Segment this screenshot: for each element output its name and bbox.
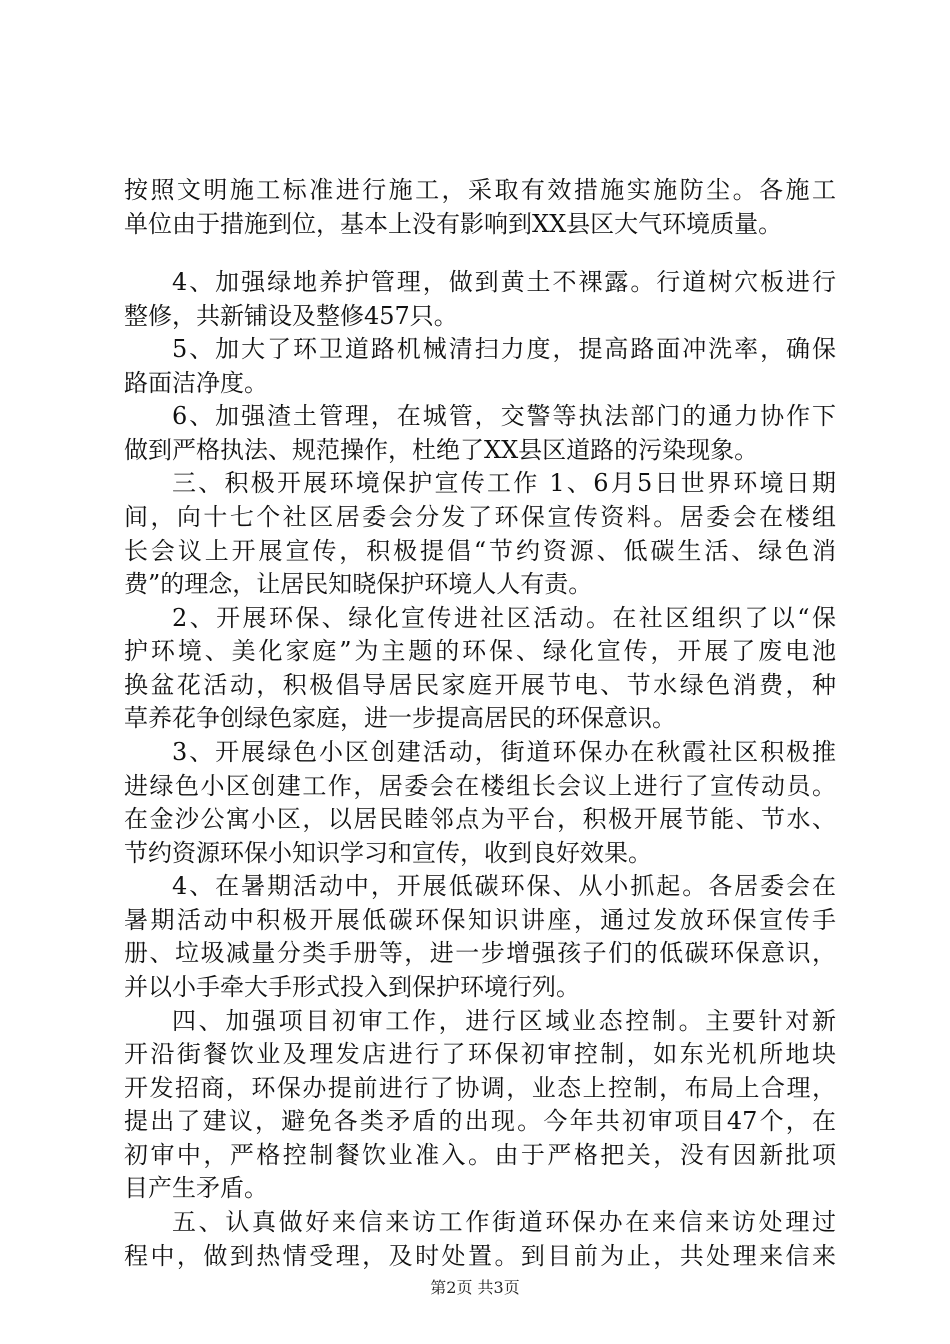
body-text-line: 开发招商，环保办提前进行了协调，业态上控制，布局上合理， xyxy=(124,1074,836,1102)
body-text-line: 初审中，严格控制餐饮业准入。由于严格把关，没有因新批项 xyxy=(124,1141,836,1169)
body-text-line: 做到严格执法、规范操作，杜绝了XX县区道路的污染现象。 xyxy=(124,436,759,464)
body-text-line: 间，向十七个社区居委会分发了环保宣传资料。居委会在楼组 xyxy=(124,503,836,531)
body-text-line: 在金沙公寓小区，以居民睦邻点为平台，积极开展节能、节水、 xyxy=(124,805,836,833)
body-text-line: 目产生矛盾。 xyxy=(124,1174,268,1202)
body-text-line: 换盆花活动，积极倡导居民家庭开展节电、节水绿色消费，种 xyxy=(124,671,836,699)
body-text-line: 路面洁净度。 xyxy=(124,369,268,397)
body-text-line: 6、加强渣土管理，在城管，交警等执法部门的通力协作下 xyxy=(172,402,836,430)
body-text-line: 整修，共新铺设及整修457只。 xyxy=(124,302,458,330)
body-text-line: 按照文明施工标准进行施工，采取有效措施实施防尘。各施工 xyxy=(124,176,836,204)
body-text-line: 草养花争创绿色家庭，进一步提高居民的环保意识。 xyxy=(124,704,676,732)
body-text-line: 长会议上开展宣传，积极提倡“节约资源、低碳生活、绿色消 xyxy=(124,537,836,565)
body-text-line: 五、认真做好来信来访工作街道环保办在来信来访处理过 xyxy=(172,1208,836,1236)
body-text-line: 提出了建议，避免各类矛盾的出现。今年共初审项目47个，在 xyxy=(124,1107,836,1135)
body-text-line: 开沿街餐饮业及理发店进行了环保初审控制，如东光机所地块 xyxy=(124,1040,836,1068)
body-text-line: 4、加强绿地养护管理，做到黄土不裸露。行道树穴板进行 xyxy=(172,268,836,296)
body-text-line: 费”的理念，让居民知晓保护环境人人有责。 xyxy=(124,570,593,598)
body-text-line: 4、在暑期活动中，开展低碳环保、从小抓起。各居委会在 xyxy=(172,872,836,900)
body-text-line: 四、加强项目初审工作，进行区域业态控制。主要针对新 xyxy=(172,1007,836,1035)
body-text-line: 程中，做到热情受理，及时处置。到目前为止，共处理来信来 xyxy=(124,1242,836,1270)
body-text-line: 5、加大了环卫道路机械清扫力度，提高路面冲洗率，确保 xyxy=(172,335,836,363)
body-text-line: 进绿色小区创建工作，居委会在楼组长会议上进行了宣传动员。 xyxy=(124,772,836,800)
body-text-line: 单位由于措施到位，基本上没有影响到XX县区大气环境质量。 xyxy=(124,210,783,238)
body-text-line: 册、垃圾减量分类手册等，进一步增强孩子们的低碳环保意识， xyxy=(124,939,836,967)
body-text-line: 护环境、美化家庭”为主题的环保、绿化宣传，开展了废电池 xyxy=(124,637,836,665)
body-text-line: 暑期活动中积极开展低碳环保知识讲座，通过发放环保宣传手 xyxy=(124,906,836,934)
body-text-line: 三、积极开展环境保护宣传工作 1、6月5日世界环境日期 xyxy=(172,469,836,497)
body-text-line: 2、开展环保、绿化宣传进社区活动。在社区组织了以“保 xyxy=(172,604,836,632)
page-footer: 第2页 共3页 xyxy=(430,1278,520,1297)
body-text-line: 3、开展绿色小区创建活动，街道环保办在秋霞社区积极推 xyxy=(172,738,836,766)
body-text-line: 节约资源环保小知识学习和宣传，收到良好效果。 xyxy=(124,839,652,867)
body-text-line: 并以小手牵大手形式投入到保护环境行列。 xyxy=(124,973,580,1001)
